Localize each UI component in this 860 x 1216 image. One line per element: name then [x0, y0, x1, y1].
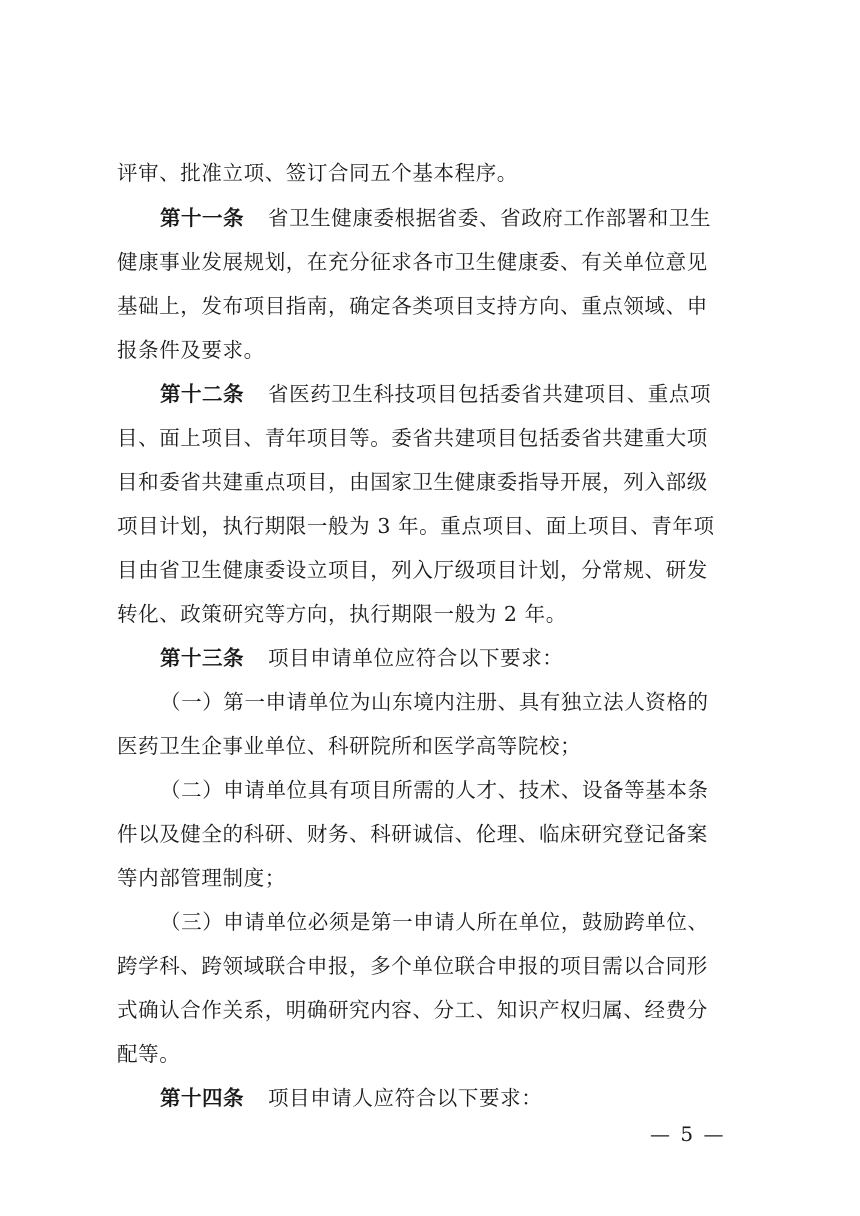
text-line: （三）申请单位必须是第一申请人所在单位，鼓励跨单位、	[160, 910, 709, 934]
text-line: 跨学科、跨领域联合申报，多个单位联合申报的项目需以合同形	[117, 954, 708, 978]
text-line: 等内部管理制度；	[117, 866, 286, 890]
paragraph-first-line	[160, 1085, 750, 1111]
text-line: 项目申请单位应符合以下要求：	[268, 646, 564, 670]
text-line: 件以及健全的科研、财务、科研诚信、伦理、临床研究登记备案	[117, 822, 708, 846]
paragraph-first-line	[160, 205, 750, 231]
text-line: （二）申请单位具有项目所需的人才、技术、设备等基本条	[160, 778, 709, 802]
text-line: 医药卫生企事业单位、科研院所和医学高等院校；	[117, 734, 582, 758]
article-heading: 第十一条	[160, 206, 244, 230]
text-line: 目和委省共建重点项目，由国家卫生健康委指导开展，列入部级	[117, 470, 708, 494]
paragraph-first-line	[160, 381, 750, 407]
page-number: — 5 —	[650, 1122, 726, 1146]
text-line: 目、面上项目、青年项目等。委省共建项目包括委省共建重大项	[117, 426, 708, 450]
text-line: 项目申请人应符合以下要求：	[268, 1086, 543, 1110]
text-line: 评审、批准立项、签订合同五个基本程序。	[117, 161, 518, 185]
text-line: 项目计划，执行期限一般为 3 年。重点项目、面上项目、青年项	[117, 514, 715, 538]
text-line: 配等。	[117, 1042, 181, 1066]
text-line: 省医药卫生科技项目包括委省共建项目、重点项	[268, 382, 712, 406]
text-line: 省卫生健康委根据省委、省政府工作部署和卫生	[268, 206, 712, 230]
text-line: 健康事业发展规划，在充分征求各市卫生健康委、有关单位意见	[117, 250, 708, 274]
text-line: 报条件及要求。	[117, 338, 265, 362]
article-heading: 第十四条	[160, 1086, 244, 1110]
text-line: 转化、政策研究等方向，执行期限一般为 2 年。	[117, 602, 567, 626]
text-line: 式确认合作关系，明确研究内容、分工、知识产权归属、经费分	[117, 998, 708, 1022]
text-line: 基础上，发布项目指南，确定各类项目支持方向、重点领域、申	[117, 294, 708, 318]
paragraph-first-line	[160, 645, 750, 671]
text-line: （一）第一申请单位为山东境内注册、具有独立法人资格的	[160, 690, 709, 714]
article-heading: 第十二条	[160, 382, 244, 406]
text-line: 目由省卫生健康委设立项目，列入厅级项目计划，分常规、研发	[117, 558, 708, 582]
article-heading: 第十三条	[160, 646, 244, 670]
